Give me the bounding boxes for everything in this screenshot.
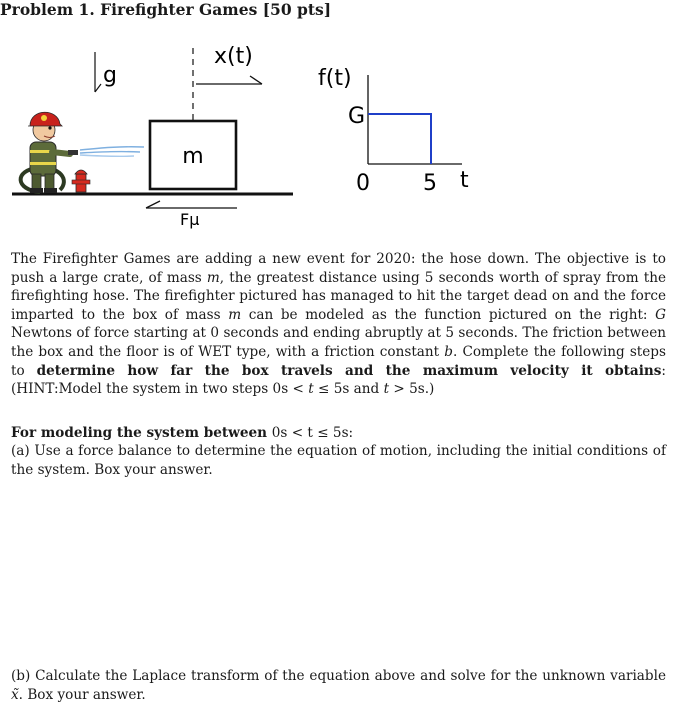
intro-time-var-1: t xyxy=(308,381,314,398)
water-spray xyxy=(80,147,144,157)
firefighter-illustration xyxy=(21,112,78,193)
intro-friction-var: b xyxy=(444,343,453,360)
intro-text-1: The Firefighter Games are adding a new event for 2020: the hose down. The objective is to push a large crate, of mass xyxy=(11,251,666,286)
friction-label: Fμ xyxy=(180,210,200,229)
intro-goal-bold: determine how far the box travels and the maximum velocity it obtains xyxy=(36,362,662,379)
position-label: x(t) xyxy=(214,44,253,69)
section-heading xyxy=(11,425,353,441)
plot-tick-start: 0 xyxy=(356,171,370,196)
fire-hydrant-icon xyxy=(72,170,90,192)
part-a-question xyxy=(11,442,666,479)
problem-description xyxy=(11,250,666,399)
problem-label: Problem 1. xyxy=(0,0,95,19)
section-heading-math: 0s < t ≤ 5s: xyxy=(271,425,354,441)
force-function-plot xyxy=(300,30,500,205)
intro-text-8: > 5s.) xyxy=(389,381,435,398)
gravity-label: g xyxy=(103,63,117,88)
intro-text-5: . Complete the following steps to xyxy=(11,343,666,379)
plot-step-line xyxy=(368,114,431,164)
intro-mass-var-2: m xyxy=(228,306,242,323)
friction-arrow xyxy=(146,201,237,208)
part-b-variable: x̃ xyxy=(11,686,19,703)
plot-tick-end: 5 xyxy=(423,171,437,196)
intro-text-2: , the greatest distance using 5 seconds worth of spray from the firefighting hose. The firefighter pictured has managed to hit the target dead on and the force imparted to the box of mass xyxy=(11,269,666,323)
part-b-question xyxy=(11,667,666,704)
position-arrow xyxy=(196,76,262,84)
problem-points: [50 pts] xyxy=(262,0,332,19)
intro-mass-var-1: m xyxy=(206,269,220,286)
part-a-text: (a) Use a force balance to determine the equation of motion, including the initial conditions of the system. Box your answer. xyxy=(11,443,666,478)
intro-text-3: can be modeled as the function pictured on the right: xyxy=(241,306,656,323)
part-b-text-2: . Box your answer. xyxy=(18,686,146,703)
part-b-text-1: (b) Calculate the Laplace transform of the equation above and solve for the unknown variable xyxy=(11,668,666,684)
section-heading-text: For modeling the system between xyxy=(11,425,272,441)
intro-text-6: : (HINT:Model the system in two steps 0s < xyxy=(11,362,666,398)
plot-x-label: t xyxy=(460,168,469,193)
problem-title xyxy=(0,0,682,19)
gravity-arrow xyxy=(95,52,101,92)
plot-level-label: G xyxy=(348,104,366,129)
problem-name: Firefighter Games xyxy=(100,0,258,19)
plot-y-label: f(t) xyxy=(318,66,352,91)
crate-diagram xyxy=(0,30,300,230)
intro-force-var: G xyxy=(655,306,666,323)
intro-text-4: Newtons of force starting at 0 seconds and ending abruptly at 5 seconds. The friction between the box and the floor is of WET type, with a friction constant xyxy=(11,325,666,360)
intro-text-7: ≤ 5s and xyxy=(313,381,384,398)
intro-time-var-2: t xyxy=(383,381,390,398)
mass-label: m xyxy=(182,144,204,169)
